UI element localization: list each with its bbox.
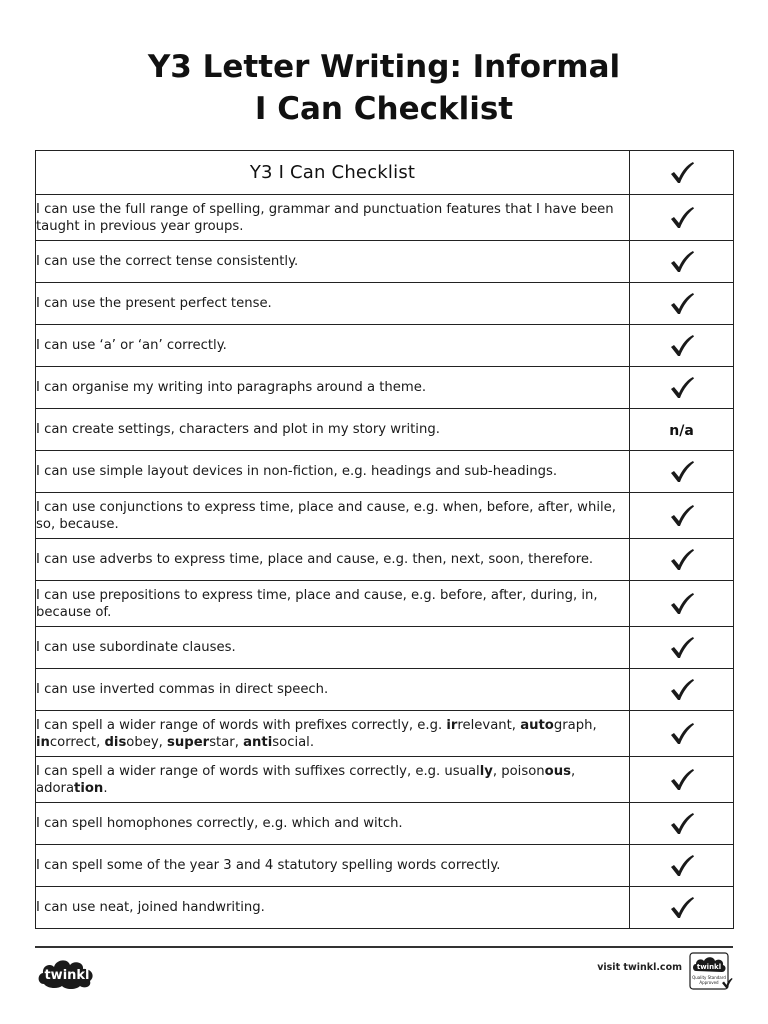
checklist-item-mark	[630, 845, 734, 887]
checkmark-icon	[630, 376, 733, 400]
item-text-segment: graph,	[553, 717, 597, 733]
item-text-segment: I can use adverbs to express time, place and cause, e.g. then, next, soon, therefore.	[36, 552, 594, 567]
checklist-item-text	[36, 757, 630, 803]
checklist-item-mark	[630, 451, 734, 493]
twinkl-logo[interactable]	[36, 954, 98, 994]
checkmark-icon	[630, 206, 733, 230]
checkmark-icon	[630, 292, 733, 316]
checkmark-icon	[630, 548, 733, 572]
checklist-item-text	[36, 887, 630, 929]
table-header-row	[36, 151, 734, 195]
twinkl-logo-text: twinkl	[44, 968, 90, 983]
checkmark-icon	[630, 460, 733, 484]
checkmark-icon	[630, 250, 733, 274]
checklist-item-mark	[630, 581, 734, 627]
table-row	[36, 803, 734, 845]
checklist-item-mark	[630, 367, 734, 409]
emphasised-affix: ly	[479, 763, 493, 779]
checklist-item-text	[36, 669, 630, 711]
item-text-segment: I can spell homophones correctly, e.g. which and witch.	[36, 816, 403, 831]
checklist-item-text	[36, 325, 630, 367]
item-text-segment: I can use inverted commas in direct speech.	[36, 682, 329, 697]
checkmark-icon	[630, 722, 733, 746]
checkmark-icon	[630, 636, 733, 660]
table-row	[36, 845, 734, 887]
item-text-segment: I can spell a wider range of words with suffixes correctly, e.g. usual	[36, 763, 480, 779]
table-row	[36, 409, 734, 451]
emphasised-affix: anti	[243, 734, 273, 750]
checkmark-icon	[630, 334, 733, 358]
checklist-item-text	[36, 845, 630, 887]
item-text-segment: correct,	[49, 734, 105, 750]
item-text-segment: I can use the correct tense consistently.	[36, 254, 299, 269]
checklist-item-mark	[630, 669, 734, 711]
checkmark-icon	[630, 504, 733, 528]
quality-badge	[688, 951, 734, 997]
item-text-segment: I can organise my writing into paragraphs around a theme.	[36, 380, 427, 395]
table-row	[36, 451, 734, 493]
page-title	[0, 46, 768, 130]
item-text-segment: , adora	[36, 763, 576, 796]
checklist-item-text	[36, 241, 630, 283]
checklist-item-text	[36, 409, 630, 451]
item-text-segment: .	[103, 780, 108, 796]
emphasised-affix: ir	[446, 717, 458, 733]
checklist-item-mark	[630, 195, 734, 241]
checkmark-icon	[630, 592, 733, 616]
checklist-item-mark	[630, 325, 734, 367]
table-row	[36, 325, 734, 367]
item-text-segment: I can create settings, characters and plot in my story writing.	[36, 422, 440, 437]
checklist-item-mark	[630, 241, 734, 283]
table-row	[36, 627, 734, 669]
table-row	[36, 367, 734, 409]
item-text-segment: I can use neat, joined handwriting.	[36, 900, 265, 915]
checklist-item-mark	[630, 757, 734, 803]
not-applicable-label: n/a	[669, 423, 694, 439]
checklist-item-mark	[630, 627, 734, 669]
title-line-1: Y3 Letter Writing: Informal	[147, 49, 621, 85]
item-text-segment: social.	[272, 734, 315, 750]
item-text-segment: star,	[209, 734, 244, 750]
checklist-item-mark	[630, 283, 734, 325]
table-row	[36, 887, 734, 929]
checkmark-icon	[630, 854, 733, 878]
badge-brand: twinkl	[696, 963, 722, 971]
emphasised-affix: super	[167, 734, 210, 750]
item-text-segment: I can use the present perfect tense.	[36, 296, 272, 311]
checklist-item-text	[36, 367, 630, 409]
title-line-2: I Can Checklist	[254, 91, 514, 127]
checkmark-icon	[630, 896, 733, 920]
badge-line-1: Quality Standard	[692, 975, 726, 980]
checklist-item-mark	[630, 493, 734, 539]
checklist-item-text	[36, 627, 630, 669]
checklist-item-mark	[630, 539, 734, 581]
table-row	[36, 711, 734, 757]
checklist-item-text	[36, 283, 630, 325]
emphasised-affix: dis	[104, 734, 127, 750]
table-row	[36, 493, 734, 539]
checklist-item-text	[36, 711, 630, 757]
checklist-item-mark	[630, 887, 734, 929]
item-text-segment: I can use conjunctions to express time, place and cause, e.g. when, before, after, while, so, because.	[36, 499, 616, 532]
table-row	[36, 283, 734, 325]
checklist-item-mark	[630, 409, 734, 451]
badge-line-2: Approved	[699, 980, 719, 985]
table-header-mark	[630, 151, 734, 195]
checklist-item-text	[36, 803, 630, 845]
emphasised-affix: in	[36, 734, 50, 750]
item-text-segment: relevant,	[457, 717, 521, 733]
table-row	[36, 241, 734, 283]
table-header-label: Y3 I Can Checklist	[36, 151, 630, 195]
item-text-segment: I can use prepositions to express time, place and cause, e.g. before, after, during, in, because of.	[36, 587, 598, 620]
table-row	[36, 195, 734, 241]
checklist-item-text	[36, 539, 630, 581]
checklist-item-text	[36, 451, 630, 493]
item-text-segment: obey,	[126, 734, 168, 750]
checkmark-icon	[630, 812, 733, 836]
emphasised-affix: tion	[74, 780, 104, 796]
item-text-segment: I can use simple layout devices in non-fiction, e.g. headings and sub-headings.	[36, 464, 558, 479]
checklist-item-text	[36, 195, 630, 241]
item-text-segment: , poison	[492, 763, 545, 779]
item-text-segment: I can spell some of the year 3 and 4 statutory spelling words correctly.	[36, 858, 501, 873]
item-text-segment: I can spell a wider range of words with prefixes correctly, e.g.	[36, 717, 447, 733]
visit-link[interactable]: visit twinkl.com	[597, 962, 682, 973]
item-text-segment: I can use the full range of spelling, grammar and punctuation features that I have been taught in previous year groups.	[36, 201, 614, 234]
item-text-segment: I can use ‘a’ or ‘an’ correctly.	[36, 338, 227, 353]
checklist-table	[35, 150, 734, 929]
checkmark-icon	[630, 768, 733, 792]
checkmark-icon	[630, 161, 733, 185]
checklist-item-text	[36, 493, 630, 539]
emphasised-affix: ous	[544, 763, 571, 779]
checklist-item-text	[36, 581, 630, 627]
footer-divider	[35, 946, 733, 948]
table-row	[36, 757, 734, 803]
emphasised-affix: auto	[520, 717, 554, 733]
table-row	[36, 539, 734, 581]
twinkl-logo-cloud-icon	[36, 954, 98, 990]
table-row	[36, 581, 734, 627]
checkmark-icon	[630, 678, 733, 702]
checklist-item-mark	[630, 803, 734, 845]
item-text-segment: I can use subordinate clauses.	[36, 640, 236, 655]
checklist-item-mark	[630, 711, 734, 757]
table-row	[36, 669, 734, 711]
